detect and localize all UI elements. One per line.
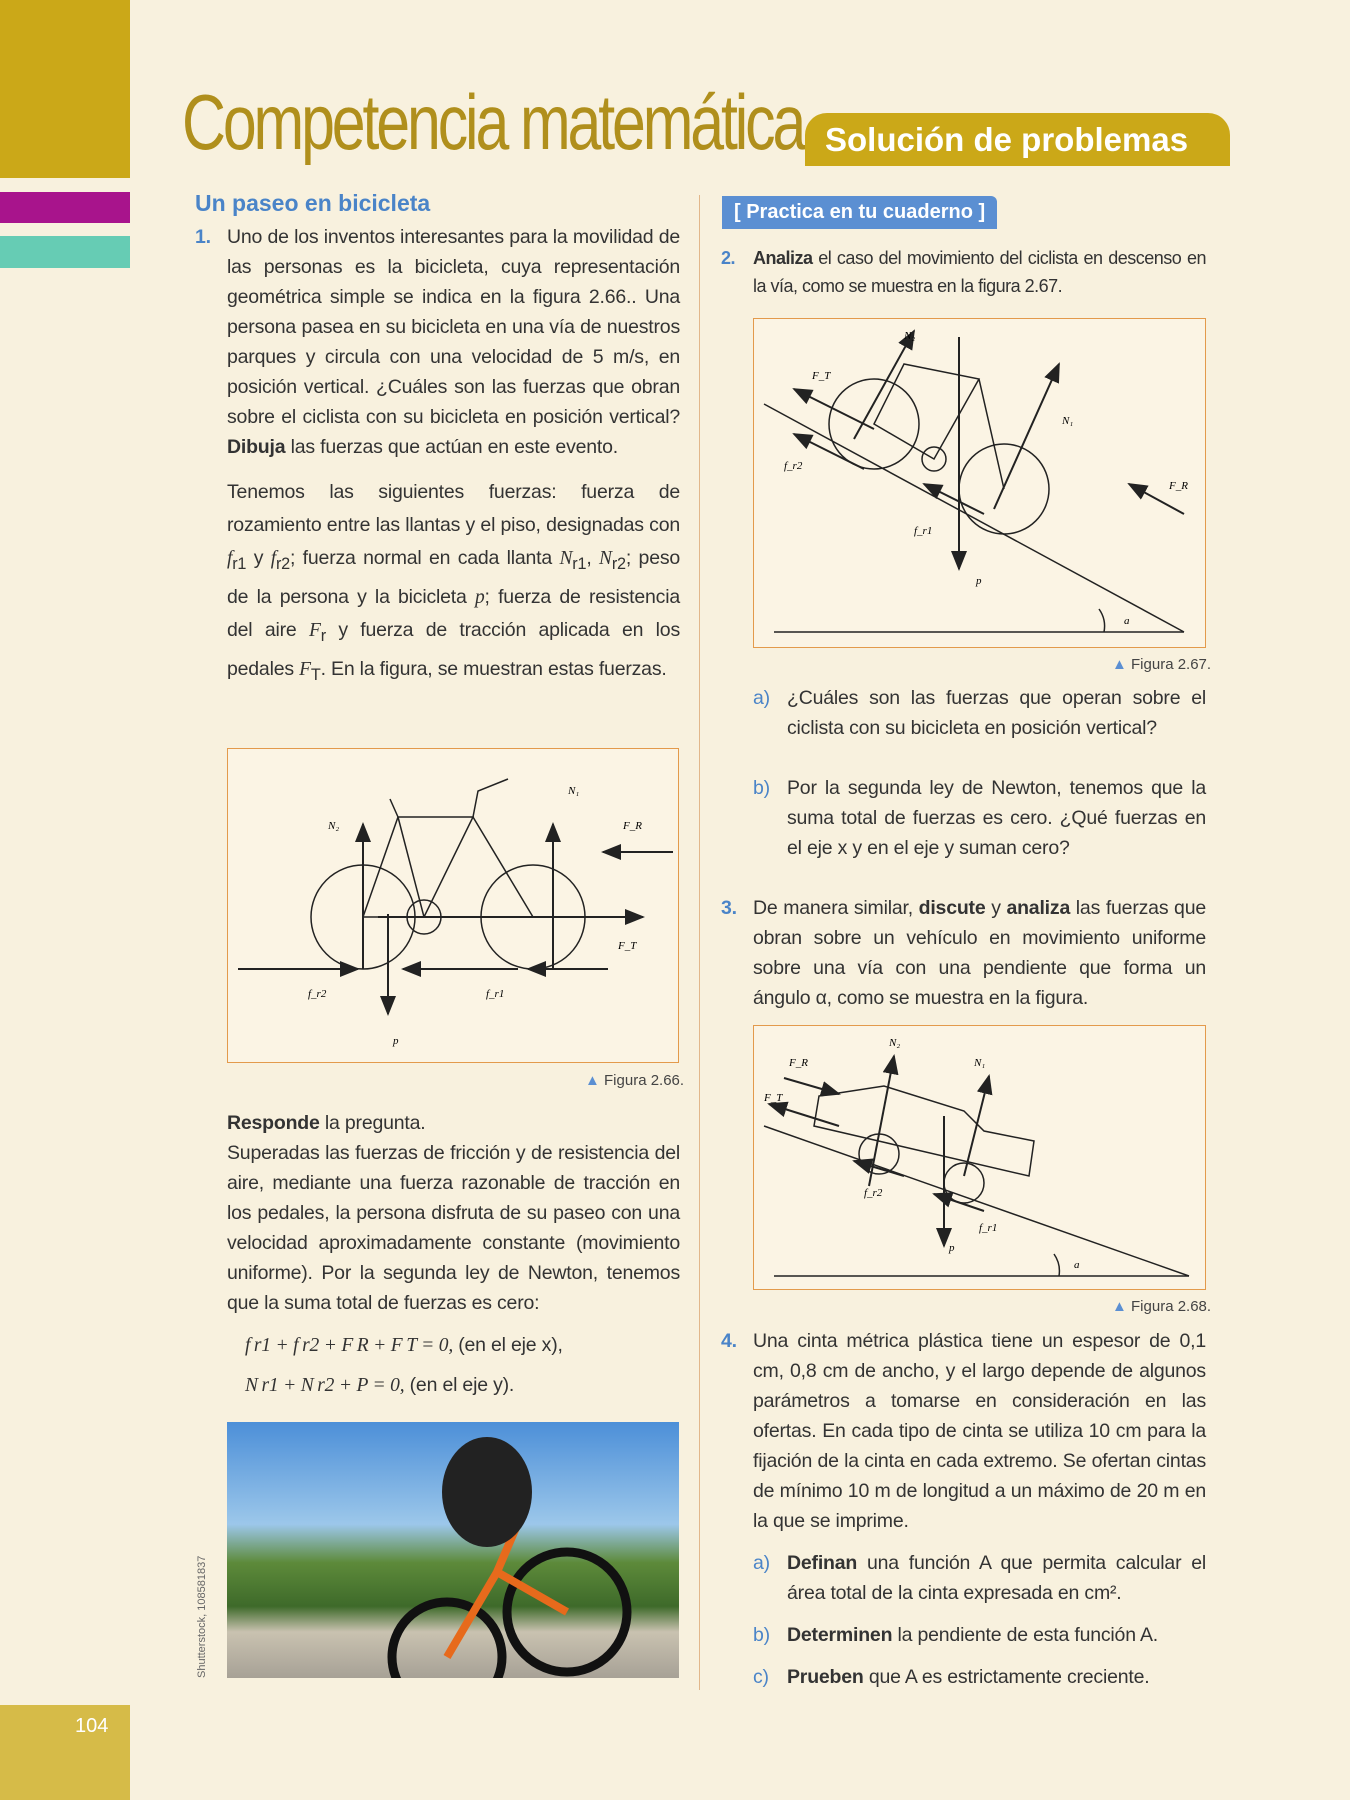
label-p: p — [976, 575, 982, 587]
decor-strip-teal — [0, 236, 130, 268]
question-1 — [195, 222, 681, 692]
caption-text: Figura 2.67. — [1131, 656, 1212, 673]
forces-text: . En la figura, se muestran estas fuerzas. — [320, 657, 667, 680]
question-4 — [721, 1326, 1206, 1692]
cyclist-photo — [227, 1422, 679, 1678]
item-letter: a) — [753, 687, 770, 709]
column-divider — [699, 195, 700, 1690]
label-fr: F_R — [1169, 480, 1188, 492]
q1-text-end: las fuerzas que actúan en este evento. — [285, 436, 618, 458]
equation: f r1 + f r2 + F R + F T = 0, — [245, 1335, 454, 1356]
bicycle-force-diagram — [228, 749, 680, 1064]
symbol: F — [299, 658, 311, 680]
equation-note: (en el eje y). — [409, 1374, 515, 1396]
forces-text: ; fuerza de resistencia del aire — [227, 585, 680, 641]
symbol: F — [308, 619, 321, 641]
label-angle: a — [1124, 615, 1130, 627]
q4c-text: que A es estrictamente creciente. — [863, 1666, 1150, 1688]
q4a — [753, 1548, 1206, 1608]
symbol: N — [599, 548, 612, 569]
symbol: p — [474, 586, 485, 608]
question-2-parts — [721, 683, 1206, 1013]
triangle-icon: ▲ — [1112, 656, 1132, 673]
downhill-bicycle-diagram — [754, 319, 1207, 649]
q2-paragraph — [721, 244, 1206, 300]
page-title: Competencia matemática — [182, 78, 804, 166]
q4-paragraph — [721, 1326, 1206, 1536]
subscript: r1 — [572, 554, 587, 573]
forces-text: y fuerza de tracción aplicada en los pedales — [227, 618, 681, 680]
respond-line — [227, 1108, 680, 1138]
label-ft: F_T — [812, 370, 831, 382]
q4b-bold: Determinen — [787, 1624, 893, 1646]
label-fr: F_R — [789, 1057, 808, 1069]
label-n1: N₁ — [974, 1057, 986, 1069]
caption-text: Figura 2.68. — [1131, 1298, 1212, 1315]
q2b — [753, 773, 1206, 863]
item-letter: c) — [753, 1666, 769, 1688]
section-badge: Solución de problemas — [805, 113, 1230, 166]
page-number: 104 — [0, 1705, 130, 1800]
figure-2-67 — [753, 318, 1206, 648]
practice-label: [ Practica en tu cuaderno ] — [722, 196, 997, 229]
q3-text: y — [985, 897, 1007, 919]
q4b-text: la pendiente de esta función A. — [892, 1624, 1159, 1646]
q3-bold: discute — [918, 897, 986, 919]
label-fr2: f_r2 — [308, 988, 327, 1000]
label-fr1: f_r1 — [979, 1222, 998, 1234]
question-number: 4. — [721, 1330, 737, 1352]
forces-paragraph — [227, 476, 680, 692]
forces-text: Tenemos las siguientes fuerzas: fuerza de rozamiento entre las llantas y el piso, designadas con — [227, 481, 680, 536]
symbol: f — [227, 548, 233, 569]
label-n1: N₁ — [568, 785, 580, 797]
decor-strip-gold — [0, 0, 130, 178]
q3-text: las fuerzas que obran sobre un vehículo en movimiento uniforme sobre una vía con una pendiente que forma un ángulo α, como se muestra en la figura. — [753, 897, 1206, 1009]
q2a — [753, 683, 1206, 743]
figure-caption — [1112, 1298, 1211, 1315]
item-letter: a) — [753, 1552, 770, 1574]
q4-text: Una cinta métrica plástica tiene un espesor de 0,1 cm, 0,8 cm de ancho, y el largo depende de algunos parámetros a tomarse en consideración en las ofertas. En cada tipo de cinta se utiliza 10 cm para la fijación de la cinta en cada extremo. Se ofertan cintas de mínimo 10 m de longitud a un máximo de 20 m en la que se imprime. — [753, 1330, 1206, 1532]
symbol: f — [270, 548, 276, 569]
item-letter: b) — [753, 1624, 770, 1646]
caption-text: Figura 2.66. — [604, 1072, 685, 1089]
question-number: 2. — [721, 248, 736, 268]
label-n2: N₂ — [889, 1037, 901, 1049]
question-number: 3. — [721, 897, 737, 919]
equation-y — [245, 1367, 680, 1404]
label-n2: N₂ — [328, 820, 340, 832]
equation-note: (en el eje x), — [458, 1334, 563, 1356]
decor-strip-magenta — [0, 192, 130, 223]
label-p: p — [949, 1242, 955, 1254]
label-angle: a — [1074, 1259, 1080, 1271]
figure-2-68 — [753, 1025, 1206, 1290]
question-3 — [721, 893, 1206, 1013]
label-fr1: f_r1 — [486, 988, 505, 1000]
question-2 — [721, 244, 1206, 300]
q1-text: Uno de los inventos interesantes para la movilidad de las personas es la bicicleta, cuya representación geométrica simple se indica en la figura 2.66.. Una persona pasea en su bicicleta en una vía de nuestros parques y circula con una velocidad de 5 m/s, en posición vertical. ¿Cuáles son las fuerzas que obran sobre el ciclista con su bicicleta en posición vertical? — [227, 226, 680, 428]
label-fr2: f_r2 — [864, 1187, 883, 1199]
q4a-bold: Definan — [787, 1552, 858, 1574]
label-ft: F_T — [618, 940, 637, 952]
item-letter: b) — [753, 777, 770, 799]
figure-caption — [585, 1072, 684, 1089]
respond-bold: Responde — [227, 1112, 320, 1134]
label-n1: N₁ — [1062, 415, 1074, 427]
q4c — [753, 1662, 1206, 1692]
respond-text: la pregunta. — [319, 1112, 426, 1134]
q4c-bold: Prueben — [787, 1666, 864, 1688]
equation: N r1 + N r2 + P = 0, — [245, 1375, 405, 1396]
triangle-icon: ▲ — [585, 1072, 605, 1089]
symbol: N — [559, 548, 573, 569]
triangle-icon: ▲ — [1112, 1298, 1132, 1315]
forces-text: ; fuerza normal en cada llanta — [290, 547, 560, 569]
q3-text: De manera similar, — [753, 897, 919, 919]
q2-text: el caso del movimiento del ciclista en descenso en la vía, como se muestra en la figura 2.67. — [753, 248, 1206, 296]
label-p: p — [393, 1035, 399, 1047]
q1-bold: Dibuja — [227, 436, 286, 458]
answer-text: Superadas las fuerzas de fricción y de resistencia del aire, mediante una fuerza razonable de tracción en los pedales, la persona disfruta de su paseo con una velocidad aproximadamente constante (movimiento uniforme). Por la segunda ley de Newton, tenemos que la suma total de fuerzas es cero: — [227, 1142, 680, 1314]
photo-credit: Shutterstock, 108581837 — [196, 1555, 208, 1678]
question-number: 1. — [195, 226, 211, 248]
subscript: r — [320, 626, 326, 645]
q3-bold: analiza — [1006, 897, 1071, 919]
forces-text: ; peso de la persona y la bicicleta — [227, 547, 681, 608]
subscript: r2 — [275, 554, 291, 573]
subscript: r2 — [611, 554, 626, 573]
q1-paragraph — [195, 222, 680, 462]
q2-bold: Analiza — [753, 248, 813, 268]
q4b — [753, 1620, 1206, 1650]
subscript: r1 — [232, 554, 247, 573]
section-heading: Un paseo en bicicleta — [195, 190, 431, 216]
figure-caption — [1112, 656, 1211, 673]
equation-x — [245, 1324, 680, 1367]
conjunction: y — [253, 547, 264, 569]
label-n2: N₂ — [904, 330, 916, 342]
label-fr2: f_r2 — [784, 460, 803, 472]
q2a-text: ¿Cuáles son las fuerzas que operan sobre el ciclista con su bicicleta en posición vertical? — [787, 687, 1206, 739]
subscript: T — [310, 665, 321, 684]
label-fr: F_R — [623, 820, 642, 832]
figure-2-66 — [227, 748, 679, 1063]
label-ft: F_T — [764, 1092, 783, 1104]
q2b-text: Por la segunda ley de Newton, tenemos que la suma total de fuerzas es cero. ¿Qué fuerzas en el eje x y en el eje y suman cero? — [787, 777, 1206, 859]
answer-block — [227, 1108, 680, 1404]
label-fr1: f_r1 — [914, 525, 933, 537]
vehicle-slope-diagram — [754, 1026, 1207, 1291]
q4a-text: una función A que permita calcular el área total de la cinta expresada en cm². — [787, 1552, 1206, 1604]
comma: , — [586, 547, 592, 569]
